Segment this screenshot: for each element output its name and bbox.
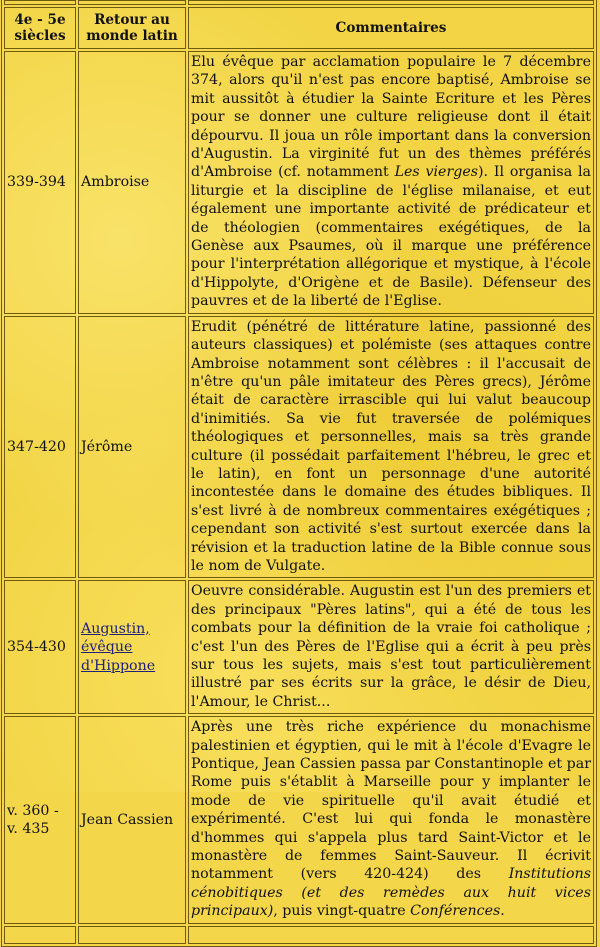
row-comment: Après une très riche expérience du monachisme palestinien et égyptien, qui le mit à l'école d'Evagre le Pontique, Jean Cassien passa par Constantinople et par Rome puis s'établit à Marseille pour y implanter le mode de vie spirituelle qu'il avait étudié et expérimenté. C'est lui qui fonda le monastère d'hommes qui s'appela plus tard Saint-Victor et le monastère de femmes Saint-Sauveur. Il écrivit notamment (vers 420-424) des Institutions cénobitiques (et des remèdes aux huit vices principaux), puis vingt-quatre Conférences. bbox=[188, 716, 594, 923]
row-date: 339-394 bbox=[4, 51, 76, 314]
table-row bbox=[4, 51, 594, 314]
row-name: Ambroise bbox=[78, 51, 186, 314]
header-latin-world: Retour au monde latin bbox=[78, 7, 186, 49]
row-name bbox=[78, 580, 186, 714]
fathers-table bbox=[1, 0, 597, 947]
row-comment: Elu évêque par acclamation populaire le 7 décembre 374, alors qu'il n'est pas encore baptisé, Ambroise se mit aussitôt à étudier la Sainte Ecriture et les Pères pour se donner une culture religieuse dont il était dépourvu. Il joua un rôle important dans la conversion d'Augustin. La virginité fut un des thèmes préférés d'Ambroise (cf. notamment Les vierges). Il organisa la liturgie et la discipline de l'église milanaise, et eut également une importante activité de prédicateur et de théologien (commentaires exégétiques, de la Genèse aux Psaumes, où il marque une préférence pour l'interprétation allégorique et mystique, à l'école d'Hippolyte, d'Origène et de Basile). Défenseur des pauvres et de la liberté de l'Eglise. bbox=[188, 51, 594, 314]
augustin-link[interactable]: Augustin, évêque d'Hippone bbox=[81, 620, 156, 674]
row-date: 347-420 bbox=[4, 316, 76, 579]
row-comment: Erudit (pénétré de littérature latine, passionné des auteurs classiques) et polémiste (ses attaques contre Ambroise notamment sont célèbres : il l'accusait de n'être qu'un pâle imitateur des Pères grecs), Jérôme était de caractère irrascible qui lui valut beaucoup d'inimitiés. Sa vie fut traversée de polémiques théologiques et personnelles, mais sa très grande culture (il possédait parfaitement l'hébreu, le grec et le latin), en font un personnage d'une autorité incontestée dans le domaine des études bibliques. Il s'est livré à de nombreux commentaires exégétiques ; cependant son activité s'est surtout exercée dans la révision et la traduction latine de la Bible connue sous le nom de Vulgate. bbox=[188, 316, 594, 579]
row-date: 354-430 bbox=[4, 580, 76, 714]
table-row bbox=[4, 316, 594, 579]
table-row-next bbox=[4, 926, 594, 944]
table-header-row bbox=[4, 7, 594, 49]
table-top-strip bbox=[4, 0, 594, 5]
header-comments: Commentaires bbox=[188, 7, 594, 49]
row-comment: Oeuvre considérable. Augustin est l'un des premiers et des principaux "Pères latins", qui a été de tous les combats pour la définition de la vraie foi catholique ; c'est l'un des Pères de l'Eglise qui a écrit à peu près sur tous les sujets, mais s'est tout particulièrement illustré par ses écrits sur la grâce, le désir de Dieu, l'Amour, le Christ... bbox=[188, 580, 594, 714]
header-centuries: 4e - 5e siècles bbox=[4, 7, 76, 49]
table-row bbox=[4, 716, 594, 923]
row-name: Jean Cassien bbox=[78, 716, 186, 923]
row-date: v. 360 - v. 435 bbox=[4, 716, 76, 923]
table-row bbox=[4, 580, 594, 714]
row-name: Jérôme bbox=[78, 316, 186, 579]
